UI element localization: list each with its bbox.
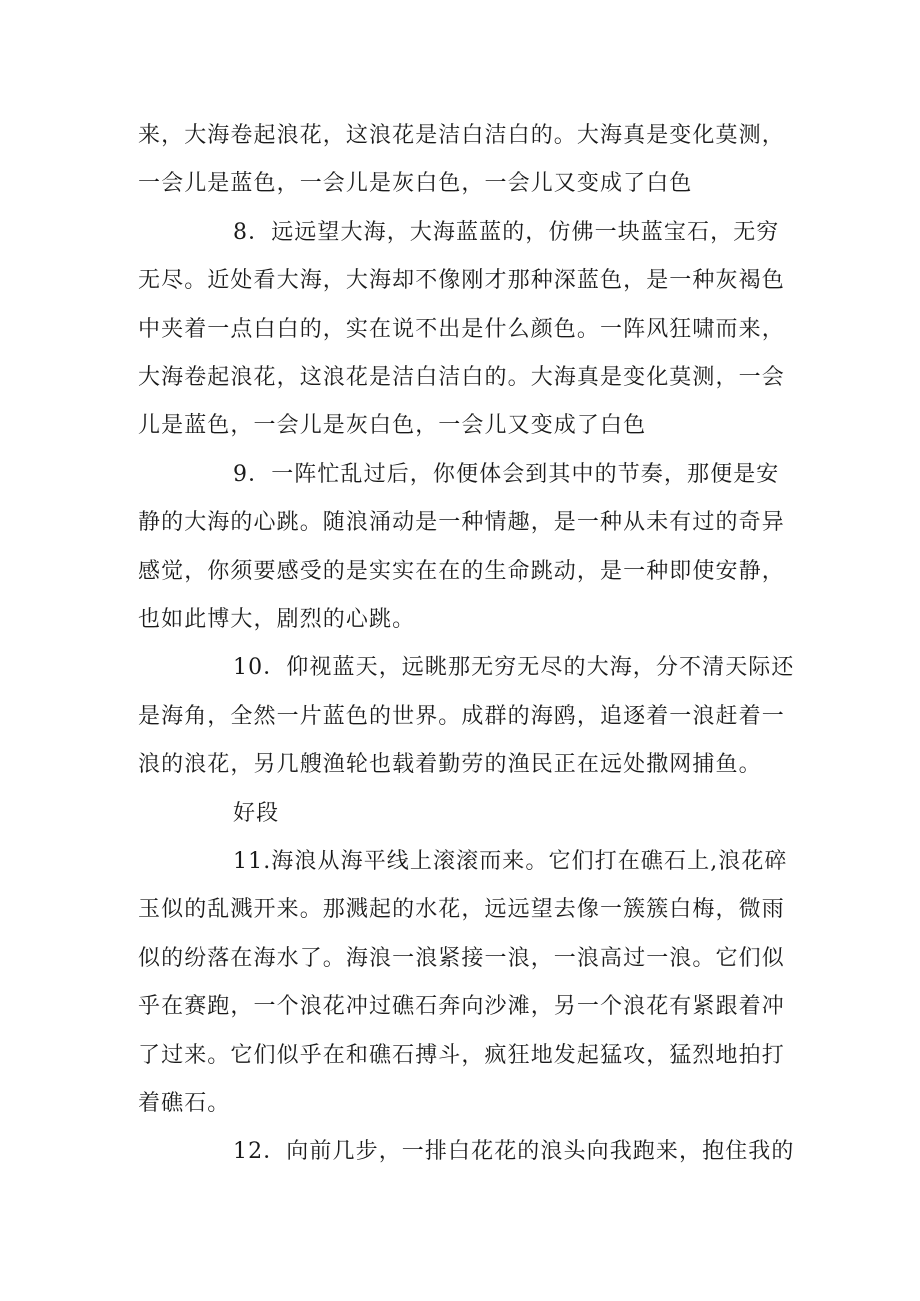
text-line-20: 了过来。它们似乎在和礁石搏斗，疯狂地发起猛攻，猛烈地拍打 xyxy=(138,1043,785,1068)
text-line-19: 乎在赛跑，一个浪花冲过礁石奔向沙滩，另一个浪花有紧跟着冲 xyxy=(138,994,785,1019)
section-heading: 好段 xyxy=(233,801,280,826)
text-line-13: 是海角，全然一片蓝色的世界。成群的海鸥，追逐着一浪赶着一 xyxy=(138,704,785,729)
text-line-2: 一会儿是蓝色，一会儿是灰白色，一会儿又变成了白色 xyxy=(138,171,693,196)
text-line-10: 感觉，你须要感受的是实实在在的生命跳动，是一种即使安静， xyxy=(138,559,785,584)
text-line-7: 儿是蓝色，一会儿是灰白色，一会儿又变成了白色 xyxy=(138,413,647,438)
text-line-16: 11.海浪从海平线上滚滚而来。它们打在礁石上,浪花碎 xyxy=(233,849,788,874)
text-line-12: 10．仰视蓝天，远眺那无穷无尽的大海，分不清天际还 xyxy=(233,655,795,680)
text-line-17: 玉似的乱溅开来。那溅起的水花，远远望去像一簇簇白梅，微雨 xyxy=(138,897,785,922)
text-line-1: 来，大海卷起浪花，这浪花是洁白洁白的。大海真是变化莫测， xyxy=(138,123,785,148)
text-line-21: 着礁石。 xyxy=(138,1091,231,1116)
text-line-18: 似的纷落在海水了。海浪一浪紧接一浪，一浪高过一浪。它们似 xyxy=(138,946,785,971)
text-line-3: 8．远远望大海，大海蓝蓝的，仿佛一块蓝宝石，无穷 xyxy=(233,220,780,245)
text-line-11: 也如此博大，剧烈的心跳。 xyxy=(138,607,416,632)
text-line-9: 静的大海的心跳。随浪涌动是一种情趣，是一种从未有过的奇异 xyxy=(138,510,785,535)
text-line-5: 中夹着一点白白的，实在说不出是什么颜色。一阵风狂啸而来， xyxy=(138,317,785,342)
text-line-6: 大海卷起浪花，这浪花是洁白洁白的。大海真是变化莫测，一会 xyxy=(138,365,785,390)
text-line-14: 浪的浪花，另几艘渔轮也载着勤劳的渔民正在远处撒网捕鱼。 xyxy=(138,752,762,777)
text-line-4: 无尽。近处看大海，大海却不像刚才那种深蓝色，是一种灰褐色 xyxy=(138,268,785,293)
text-line-22: 12．向前几步，一排白花花的浪头向我跑来，抱住我的 xyxy=(233,1139,795,1164)
text-line-8: 9．一阵忙乱过后，你便体会到其中的节奏，那便是安 xyxy=(233,462,780,487)
